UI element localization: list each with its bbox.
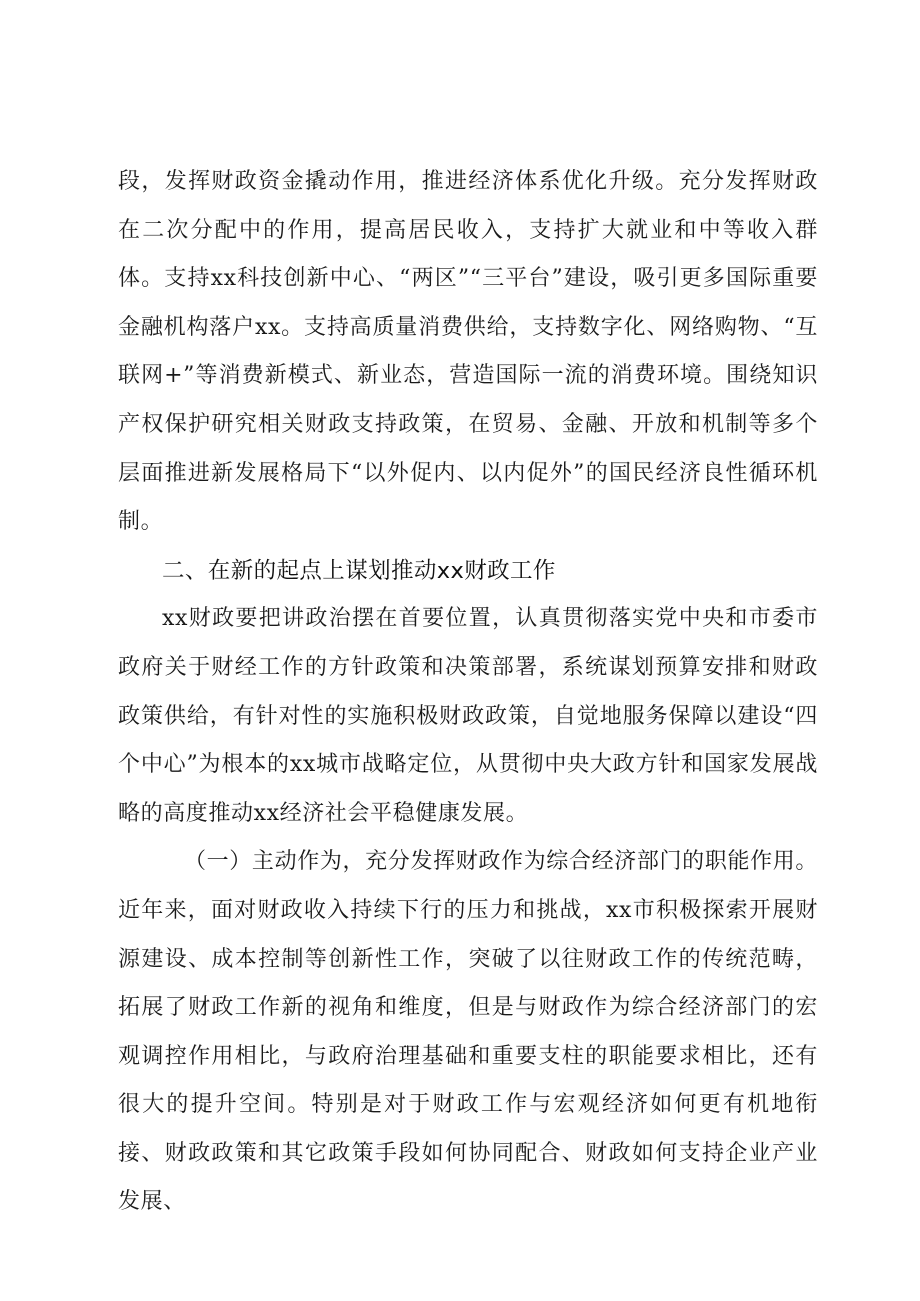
paragraph-section-intro: xx财政要把讲政治摆在首要位置，认真贯彻落实党中央和市委市政府关于财经工作的方针政策和决策部署，系统谋划预算安排和财政政策供给，有针对性的实施积极财政政策，自觉地服务保障以建设“四个中心”为根本的xx城市战略定位，从贯彻中央大政方针和国家发展战略的高度推动xx经济社会平稳健康发展。 bbox=[118, 606, 818, 826]
document-body bbox=[118, 158, 818, 1227]
paragraph-subsection-one: （一）主动作为，充分发挥财政作为综合经济部门的职能作用。近年来，面对财政收入持续下行的压力和挑战，xx市积极探索开展财源建设、成本控制等创新性工作，突破了以往财政工作的传统范畴，拓展了财政工作新的视角和维度，但是与财政作为综合经济部门的宏观调控作用相比，与政府治理基础和重要支柱的职能要求相比，还有很大的提升空间。特别是对于财政工作与宏观经济如何更有机地衔接、财政政策和其它政策手段如何协同配合、财政如何支持企业产业发展、 bbox=[118, 849, 818, 1215]
section-heading: 二、在新的起点上谋划推动xx财政工作 bbox=[162, 557, 556, 584]
paragraph-continuation: 段，发挥财政资金撬动作用，推进经济体系优化升级。充分发挥财政在二次分配中的作用，提高居民收入，支持扩大就业和中等收入群体。支持xx科技创新中心、“两区”“三平台”建设，吸引更多国际重要金融机构落户xx。支持高质量消费供给，支持数字化、网络购物、“互联网+”等消费新模式、新业态，营造国际一流的消费环境。围绕知识产权保护研究相关财政支持政策，在贸易、金融、开放和机制等多个层面推进新发展格局下“以外促内、以内促外”的国民经济良性循环机制。 bbox=[118, 169, 818, 535]
